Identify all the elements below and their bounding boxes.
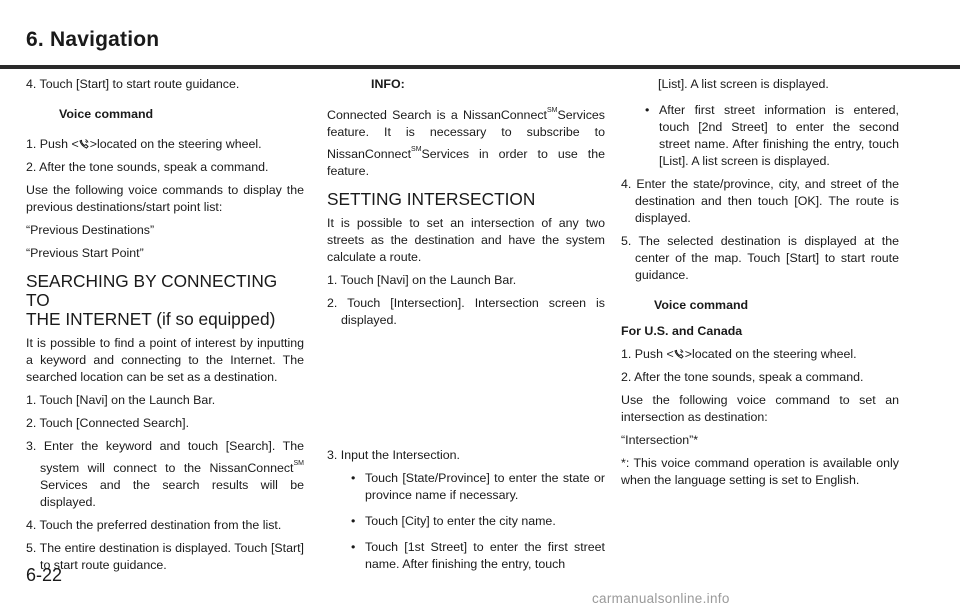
voice-step-1 bbox=[26, 136, 304, 153]
intersection-step-2: 2. Touch [Intersection]. Intersection screen is displayed. bbox=[327, 296, 605, 327]
page-title: 6. Navigation bbox=[26, 28, 160, 51]
voice-command-heading: Voice command bbox=[59, 107, 154, 121]
voice-quote-intersection: “Intersection”* bbox=[621, 433, 699, 447]
push-prefix: 1. Push < bbox=[621, 347, 674, 361]
intersection-step-4: 4. Enter the state/province, city, and street of the destination and then touch [OK]. The route is displayed. bbox=[621, 177, 899, 225]
voice-step-2: 2. After the tone sounds, speak a command. bbox=[26, 160, 269, 174]
info-text-a: Connected Search is a NissanConnect bbox=[327, 108, 547, 122]
region-heading: For U.S. and Canada bbox=[621, 324, 743, 338]
column-3 bbox=[621, 76, 899, 489]
section-heading-line-1: SEARCHING BY CONNECTING TO bbox=[26, 271, 278, 310]
service-mark: SM bbox=[293, 460, 304, 467]
list-continuation: [List]. A list screen is displayed. bbox=[658, 77, 829, 91]
info-text-c: Services in order to use the feature. bbox=[327, 147, 605, 178]
intersection-intro: It is possible to set an intersection of any two streets as the destination and have the system calculate a route. bbox=[327, 216, 605, 264]
push-prefix: 1. Push < bbox=[26, 137, 79, 151]
screen-image-area bbox=[327, 329, 605, 447]
connected-intro: It is possible to find a point of interest by inputting a keyword and connecting to the Internet. The searched location can be set as a destination. bbox=[26, 336, 304, 384]
page-number: 6-22 bbox=[26, 565, 63, 585]
language-note: *: This voice command operation is available only when the language setting is set to English. bbox=[621, 456, 899, 487]
info-text-b: Services feature. It is necessary to subscribe to NissanConnect bbox=[327, 108, 605, 161]
voice-step-1b bbox=[621, 346, 899, 363]
voice-step-2b: 2. After the tone sounds, speak a command. bbox=[621, 370, 864, 384]
info-text bbox=[327, 102, 605, 180]
connected-step-5: 5. The entire destination is displayed. Touch [Start] to start route guidance. bbox=[26, 541, 304, 572]
connected-step-1: 1. Touch [Navi] on the Launch Bar. bbox=[26, 393, 216, 407]
intersection-step-1: 1. Touch [Navi] on the Launch Bar. bbox=[327, 273, 517, 287]
voice-use-text-2: Use the following voice command to set an intersection as destination: bbox=[621, 393, 899, 424]
bullet-state: • Touch [State/Province] to enter the state or province name if necessary. bbox=[351, 471, 605, 502]
intersection-step-3: 3. Input the Intersection. bbox=[327, 448, 460, 462]
info-heading: INFO: bbox=[371, 77, 405, 91]
bullet-dot: • bbox=[351, 514, 356, 528]
voice-quote-2: “Previous Start Point” bbox=[26, 246, 144, 260]
column-1 bbox=[26, 76, 304, 574]
step-3-text-a: 3. Enter the keyword and touch [Search]. The system will connect to the NissanConnect bbox=[26, 439, 304, 475]
step-3-text-b: Services and the search results will be displayed. bbox=[40, 478, 304, 509]
step-4-start: 4. Touch [Start] to start route guidance. bbox=[26, 77, 240, 91]
bullet-first-street: • Touch [1st Street] to enter the first street name. After finishing the entry, touch bbox=[351, 540, 605, 571]
voice-command-heading-2: Voice command bbox=[654, 298, 749, 312]
push-suffix: >located on the steering wheel. bbox=[89, 137, 262, 151]
connected-step-3 bbox=[26, 438, 304, 511]
voice-talk-icon bbox=[79, 138, 90, 150]
bullet-dot: • bbox=[645, 103, 650, 117]
section-heading-intersection: SETTING INTERSECTION bbox=[327, 189, 536, 209]
section-heading-connected bbox=[26, 272, 304, 329]
bullet-dot: • bbox=[351, 540, 356, 554]
bullet-city: • Touch [City] to enter the city name. bbox=[351, 514, 556, 528]
intersection-step-5: 5. The selected destination is displayed at the center of the map. Touch [Start] to start route guidance. bbox=[621, 234, 899, 282]
voice-talk-icon bbox=[674, 348, 685, 360]
voice-use-text: Use the following voice commands to display the previous destinations/start point list: bbox=[26, 183, 304, 214]
watermark: carmanualsonline.info bbox=[592, 591, 730, 606]
push-suffix: >located on the steering wheel. bbox=[684, 347, 857, 361]
service-mark: SM bbox=[411, 146, 422, 153]
bullet-dot: • bbox=[351, 471, 356, 485]
service-mark: SM bbox=[546, 107, 558, 114]
column-2 bbox=[327, 76, 605, 573]
connected-step-4: 4. Touch the preferred destination from the list. bbox=[26, 518, 282, 532]
bullet-second-street: • After first street information is entered, touch [2nd Street] to enter the second street name. After finishing the entry, touch [List]. A list screen is displayed. bbox=[645, 103, 899, 168]
connected-step-2: 2. Touch [Connected Search]. bbox=[26, 416, 190, 430]
section-heading-line-2: THE INTERNET (if so equipped) bbox=[26, 309, 276, 329]
voice-quote-1: “Previous Destinations” bbox=[26, 223, 155, 237]
title-rule bbox=[0, 65, 960, 69]
